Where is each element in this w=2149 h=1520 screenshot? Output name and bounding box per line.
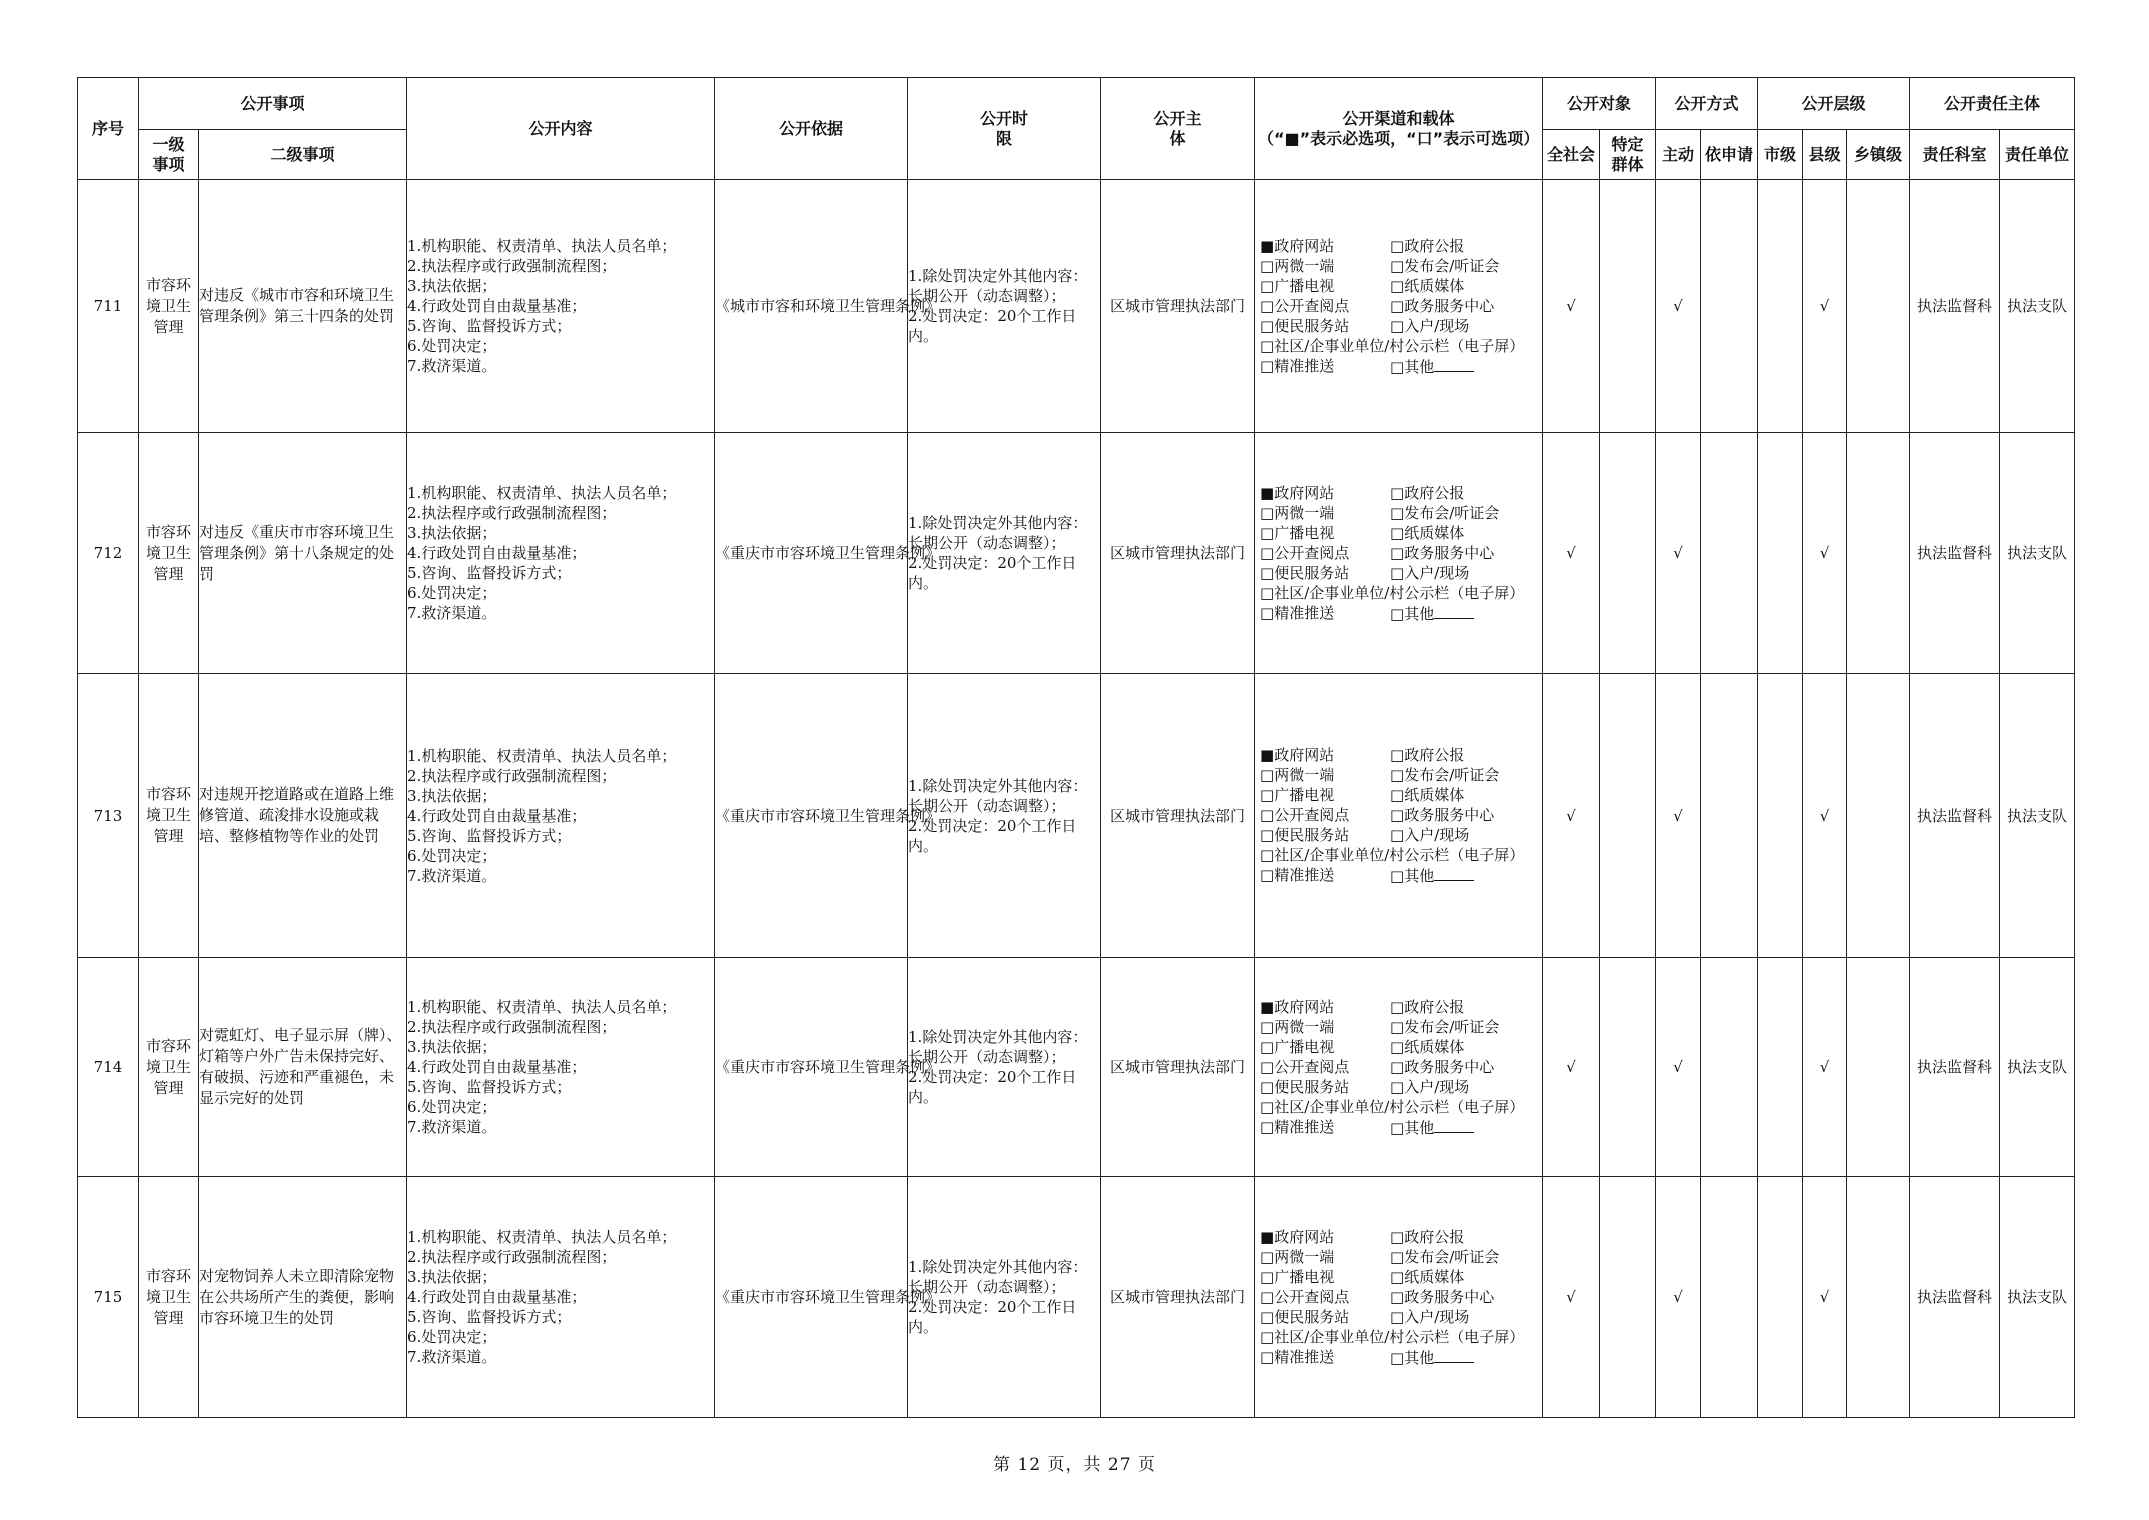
row-level-town <box>1847 1177 1910 1418</box>
blank-line <box>1434 865 1474 881</box>
content-line: 6.处罚决定； <box>407 584 497 602</box>
channel-service-station: □便民服务站 <box>1260 316 1350 335</box>
channel-bulletin-board: □社区/企事业单位/村公示栏（电子屏） <box>1260 336 1525 355</box>
row-method-active: √ <box>1656 180 1701 433</box>
content-line: 7.救济渠道。 <box>407 1348 497 1366</box>
channel-door-to-door: □入户/现场 <box>1390 1307 1470 1326</box>
row-item: 对违规开挖道路或在道路上维修管道、疏浚排水设施或栽培、整修植物等作业的处罚 <box>199 674 407 958</box>
content-line: 1.机构职能、权责清单、执法人员名单； <box>407 484 677 502</box>
row-target-all: √ <box>1543 674 1600 958</box>
channel-gov-gazette: □政府公报 <box>1390 236 1465 255</box>
channel-print-media: □纸质媒体 <box>1390 1037 1465 1056</box>
channel-service-center: □政务服务中心 <box>1390 543 1495 562</box>
row-content <box>407 958 715 1177</box>
channel-press-hearing: □发布会/听证会 <box>1390 503 1500 522</box>
blank-line <box>1434 1117 1474 1133</box>
channel-gov-gazette: □政府公报 <box>1390 746 1465 764</box>
channel-door-to-door: □入户/现场 <box>1390 563 1470 582</box>
content-line: 5.咨询、监督投诉方式； <box>407 826 572 845</box>
channel-print-media: □纸质媒体 <box>1390 523 1465 542</box>
header-basis: 公开依据 <box>715 78 908 180</box>
content-line: 5.咨询、监督投诉方式； <box>407 564 572 582</box>
row-target-group <box>1600 674 1656 958</box>
row-level-town <box>1847 674 1910 958</box>
row-seq: 711 <box>78 180 139 433</box>
header-channel-note: （“■”表示必选项，“口”表示可选项） <box>1258 128 1540 148</box>
channel-radio-tv: □广播电视 <box>1260 786 1335 804</box>
row-item: 对违反《城市市容和环境卫生管理条例》第三十四条的处罚 <box>199 180 407 433</box>
channel-print-media: □纸质媒体 <box>1390 276 1465 295</box>
row-target-group <box>1600 433 1656 674</box>
channel-press-hearing: □发布会/听证会 <box>1390 1247 1500 1266</box>
row-category: 市容环境卫生管理 <box>139 674 199 958</box>
blank-line <box>1434 1347 1474 1363</box>
table-row <box>78 958 2075 1177</box>
channel-service-center: □政务服务中心 <box>1390 806 1495 824</box>
channel-radio-tv: □广播电视 <box>1260 523 1335 542</box>
row-subject: 区城市管理执法部门 <box>1101 433 1255 674</box>
row-level-city <box>1758 674 1803 958</box>
channel-print-media: □纸质媒体 <box>1390 786 1465 804</box>
row-seq: 713 <box>78 674 139 958</box>
header-seq: 序号 <box>78 78 139 180</box>
channel-bulletin-board: □社区/企事业单位/村公示栏（电子屏） <box>1260 846 1525 864</box>
row-category: 市容环境卫生管理 <box>139 433 199 674</box>
channel-print-media: □纸质媒体 <box>1390 1267 1465 1286</box>
row-channels <box>1255 1177 1543 1418</box>
header-level2: 二级事项 <box>199 130 407 180</box>
row-resp-office: 执法监督科 <box>1910 180 2000 433</box>
row-basis: 《重庆市市容环境卫生管理条例》 <box>715 674 908 958</box>
row-resp-office: 执法监督科 <box>1910 958 2000 1177</box>
content-line: 6.处罚决定； <box>407 337 497 355</box>
row-level-city <box>1758 958 1803 1177</box>
channel-bulletin-board: □社区/企事业单位/村公示栏（电子屏） <box>1260 1097 1525 1116</box>
content-line: 2.执法程序或行政强制流程图； <box>407 766 617 785</box>
channel-gov-gazette: □政府公报 <box>1390 483 1465 502</box>
channel-other: □其他 <box>1390 356 1474 377</box>
row-time-limit: 1.除处罚决定外其他内容：长期公开（动态调整）； 2.处罚决定：20个工作日内。 <box>908 433 1101 674</box>
channel-bulletin-board: □社区/企事业单位/村公示栏（电子屏） <box>1260 583 1525 602</box>
header-items: 公开事项 <box>139 78 407 130</box>
row-target-all: √ <box>1543 180 1600 433</box>
channel-door-to-door: □入户/现场 <box>1390 316 1470 335</box>
row-time-limit: 1.除处罚决定外其他内容：长期公开（动态调整）； 2.处罚决定：20个工作日内。 <box>908 1177 1101 1418</box>
row-method-active: √ <box>1656 1177 1701 1418</box>
row-target-group <box>1600 958 1656 1177</box>
content-line: 7.救济渠道。 <box>407 357 497 375</box>
content-line: 4.行政处罚自由裁量基准； <box>407 544 587 562</box>
content-line: 7.救济渠道。 <box>407 1118 497 1136</box>
row-basis: 《重庆市市容环境卫生管理条例》 <box>715 1177 908 1418</box>
channel-other: □其他 <box>1390 865 1474 886</box>
content-line: 7.救济渠道。 <box>407 866 497 885</box>
row-category: 市容环境卫生管理 <box>139 1177 199 1418</box>
channel-press-hearing: □发布会/听证会 <box>1390 256 1500 275</box>
row-level-county: √ <box>1803 958 1847 1177</box>
channel-radio-tv: □广播电视 <box>1260 1037 1335 1056</box>
row-seq: 712 <box>78 433 139 674</box>
row-subject: 区城市管理执法部门 <box>1101 674 1255 958</box>
channel-service-station: □便民服务站 <box>1260 1077 1350 1096</box>
channel-radio-tv: □广播电视 <box>1260 276 1335 295</box>
channel-gov-website: ■政府网站 <box>1260 997 1335 1016</box>
row-item: 对违反《重庆市市容环境卫生管理条例》第十八条规定的处罚 <box>199 433 407 674</box>
content-line: 5.咨询、监督投诉方式； <box>407 1078 572 1096</box>
row-item: 对宠物饲养人未立即清除宠物在公共场所产生的粪便，影响市容环境卫生的处罚 <box>199 1177 407 1418</box>
row-level-city <box>1758 180 1803 433</box>
content-line: 1.机构职能、权责清单、执法人员名单； <box>407 237 677 255</box>
row-level-town <box>1847 958 1910 1177</box>
row-content <box>407 674 715 958</box>
channel-service-center: □政务服务中心 <box>1390 1057 1495 1076</box>
header-level-county: 县级 <box>1803 130 1847 180</box>
channel-press-hearing: □发布会/听证会 <box>1390 1017 1500 1036</box>
content-line: 4.行政处罚自由裁量基准； <box>407 1288 587 1306</box>
header-level1: 一级事项 <box>139 130 199 180</box>
row-level-county: √ <box>1803 1177 1847 1418</box>
channel-wechat-weibo-app: □两微一端 <box>1260 503 1335 522</box>
channel-press-hearing: □发布会/听证会 <box>1390 766 1500 784</box>
row-level-city <box>1758 433 1803 674</box>
content-line: 7.救济渠道。 <box>407 604 497 622</box>
row-target-all: √ <box>1543 433 1600 674</box>
header-resp: 公开责任主体 <box>1910 78 2075 130</box>
content-line: 4.行政处罚自由裁量基准； <box>407 1058 587 1076</box>
header-level: 公开层级 <box>1758 78 1910 130</box>
row-resp-unit: 执法支队 <box>2000 180 2075 433</box>
row-resp-office: 执法监督科 <box>1910 1177 2000 1418</box>
channel-service-station: □便民服务站 <box>1260 826 1350 844</box>
row-subject: 区城市管理执法部门 <box>1101 1177 1255 1418</box>
row-channels <box>1255 958 1543 1177</box>
content-line: 3.执法依据； <box>407 1268 497 1286</box>
channel-precise-push: □精准推送 <box>1260 866 1335 884</box>
channel-gov-website: ■政府网站 <box>1260 236 1335 255</box>
header-target: 公开对象 <box>1543 78 1656 130</box>
channel-other: □其他 <box>1390 1347 1474 1368</box>
header-subject: 公开主体 <box>1101 78 1255 180</box>
row-level-city <box>1758 1177 1803 1418</box>
row-basis: 《重庆市市容环境卫生管理条例》 <box>715 958 908 1177</box>
content-line: 5.咨询、监督投诉方式； <box>407 317 572 335</box>
row-target-all: √ <box>1543 958 1600 1177</box>
channel-gov-website: ■政府网站 <box>1260 483 1335 502</box>
row-time-limit: 1.除处罚决定外其他内容：长期公开（动态调整）； 2.处罚决定：20个工作日内。 <box>908 180 1101 433</box>
table-row <box>78 433 2075 674</box>
content-line: 3.执法依据； <box>407 524 497 542</box>
channel-gov-website: ■政府网站 <box>1260 1227 1335 1246</box>
channel-public-reading: □公开查阅点 <box>1260 543 1350 562</box>
content-line: 1.机构职能、权责清单、执法人员名单； <box>407 1228 677 1246</box>
row-method-apply <box>1701 180 1758 433</box>
row-resp-office: 执法监督科 <box>1910 674 2000 958</box>
channel-precise-push: □精准推送 <box>1260 603 1335 622</box>
channel-other: □其他 <box>1390 603 1474 624</box>
table-header <box>78 78 2075 180</box>
channel-precise-push: □精准推送 <box>1260 356 1335 375</box>
channel-gov-website: ■政府网站 <box>1260 746 1335 764</box>
row-target-group <box>1600 1177 1656 1418</box>
disclosure-table-sheet <box>77 77 2074 1411</box>
row-level-county: √ <box>1803 674 1847 958</box>
row-category: 市容环境卫生管理 <box>139 180 199 433</box>
row-method-active: √ <box>1656 958 1701 1177</box>
row-seq: 714 <box>78 958 139 1177</box>
content-line: 2.执法程序或行政强制流程图； <box>407 1018 617 1036</box>
row-basis: 《城市市容和环境卫生管理条例》 <box>715 180 908 433</box>
page-footer: 第 12 页，共 27 页 <box>993 1455 1156 1475</box>
row-method-apply <box>1701 1177 1758 1418</box>
header-method-apply: 依申请 <box>1701 130 1758 180</box>
content-line: 5.咨询、监督投诉方式； <box>407 1308 572 1326</box>
row-resp-unit: 执法支队 <box>2000 674 2075 958</box>
content-line: 4.行政处罚自由裁量基准； <box>407 297 587 315</box>
header-method: 公开方式 <box>1656 78 1758 130</box>
table-body <box>78 180 2075 1418</box>
row-time-limit: 1.除处罚决定外其他内容：长期公开（动态调整）； 2.处罚决定：20个工作日内。 <box>908 958 1101 1177</box>
blank-line <box>1434 603 1474 619</box>
row-time-limit: 1.除处罚决定外其他内容：长期公开（动态调整）； 2.处罚决定：20个工作日内。 <box>908 674 1101 958</box>
row-method-apply <box>1701 958 1758 1177</box>
row-seq: 715 <box>78 1177 139 1418</box>
channel-public-reading: □公开查阅点 <box>1260 806 1350 824</box>
content-line: 6.处罚决定； <box>407 1098 497 1116</box>
content-line: 2.执法程序或行政强制流程图； <box>407 1248 617 1266</box>
channel-wechat-weibo-app: □两微一端 <box>1260 1247 1335 1266</box>
channel-other: □其他 <box>1390 1117 1474 1138</box>
channel-wechat-weibo-app: □两微一端 <box>1260 766 1335 784</box>
channel-precise-push: □精准推送 <box>1260 1117 1335 1136</box>
channel-service-center: □政务服务中心 <box>1390 296 1495 315</box>
header-level-town: 乡镇级 <box>1847 130 1910 180</box>
row-subject: 区城市管理执法部门 <box>1101 180 1255 433</box>
header-content: 公开内容 <box>407 78 715 180</box>
header-channel <box>1255 78 1543 180</box>
row-channels <box>1255 180 1543 433</box>
row-target-group <box>1600 180 1656 433</box>
row-target-all: √ <box>1543 1177 1600 1418</box>
channel-gov-gazette: □政府公报 <box>1390 997 1465 1016</box>
channel-door-to-door: □入户/现场 <box>1390 826 1470 844</box>
content-line: 6.处罚决定； <box>407 846 497 865</box>
header-level-city: 市级 <box>1758 130 1803 180</box>
row-method-active: √ <box>1656 674 1701 958</box>
row-basis: 《重庆市市容环境卫生管理条例》 <box>715 433 908 674</box>
table-row <box>78 180 2075 433</box>
header-time-limit: 公开时限 <box>908 78 1101 180</box>
row-subject: 区城市管理执法部门 <box>1101 958 1255 1177</box>
content-line: 1.机构职能、权责清单、执法人员名单； <box>407 746 677 765</box>
content-line: 4.行政处罚自由裁量基准； <box>407 806 587 825</box>
channel-public-reading: □公开查阅点 <box>1260 1057 1350 1076</box>
row-level-county: √ <box>1803 180 1847 433</box>
header-method-active: 主动 <box>1656 130 1701 180</box>
channel-bulletin-board: □社区/企事业单位/村公示栏（电子屏） <box>1260 1327 1525 1346</box>
header-target-group: 特定群体 <box>1600 130 1656 180</box>
row-content <box>407 1177 715 1418</box>
channel-gov-gazette: □政府公报 <box>1390 1227 1465 1246</box>
channel-door-to-door: □入户/现场 <box>1390 1077 1470 1096</box>
row-channels <box>1255 433 1543 674</box>
blank-line <box>1434 356 1474 372</box>
channel-wechat-weibo-app: □两微一端 <box>1260 1017 1335 1036</box>
disclosure-table <box>77 77 2075 1418</box>
header-resp-unit: 责任单位 <box>2000 130 2075 180</box>
content-line: 2.执法程序或行政强制流程图； <box>407 504 617 522</box>
header-resp-office: 责任科室 <box>1910 130 2000 180</box>
header-target-all: 全社会 <box>1543 130 1600 180</box>
row-resp-office: 执法监督科 <box>1910 433 2000 674</box>
row-category: 市容环境卫生管理 <box>139 958 199 1177</box>
content-line: 3.执法依据； <box>407 277 497 295</box>
row-method-apply <box>1701 674 1758 958</box>
row-method-active: √ <box>1656 433 1701 674</box>
row-level-town <box>1847 180 1910 433</box>
row-method-apply <box>1701 433 1758 674</box>
row-resp-unit: 执法支队 <box>2000 433 2075 674</box>
table-row <box>78 674 2075 958</box>
channel-service-station: □便民服务站 <box>1260 1307 1350 1326</box>
row-resp-unit: 执法支队 <box>2000 958 2075 1177</box>
channel-precise-push: □精准推送 <box>1260 1347 1335 1366</box>
content-line: 3.执法依据； <box>407 1038 497 1056</box>
content-line: 2.执法程序或行政强制流程图； <box>407 257 617 275</box>
row-item: 对霓虹灯、电子显示屏（牌）、灯箱等户外广告未保持完好、有破损、污迹和严重褪色，未显示完好的处罚 <box>199 958 407 1177</box>
channel-public-reading: □公开查阅点 <box>1260 296 1350 315</box>
header-channel-title: 公开渠道和载体 <box>1342 108 1455 128</box>
row-level-county: √ <box>1803 433 1847 674</box>
row-content <box>407 180 715 433</box>
channel-radio-tv: □广播电视 <box>1260 1267 1335 1286</box>
content-line: 3.执法依据； <box>407 786 497 805</box>
row-content <box>407 433 715 674</box>
table-row <box>78 1177 2075 1418</box>
channel-service-station: □便民服务站 <box>1260 563 1350 582</box>
channel-wechat-weibo-app: □两微一端 <box>1260 256 1335 275</box>
content-line: 6.处罚决定； <box>407 1328 497 1346</box>
row-channels <box>1255 674 1543 958</box>
row-level-town <box>1847 433 1910 674</box>
row-resp-unit: 执法支队 <box>2000 1177 2075 1418</box>
content-line: 1.机构职能、权责清单、执法人员名单； <box>407 998 677 1016</box>
channel-service-center: □政务服务中心 <box>1390 1287 1495 1306</box>
channel-public-reading: □公开查阅点 <box>1260 1287 1350 1306</box>
